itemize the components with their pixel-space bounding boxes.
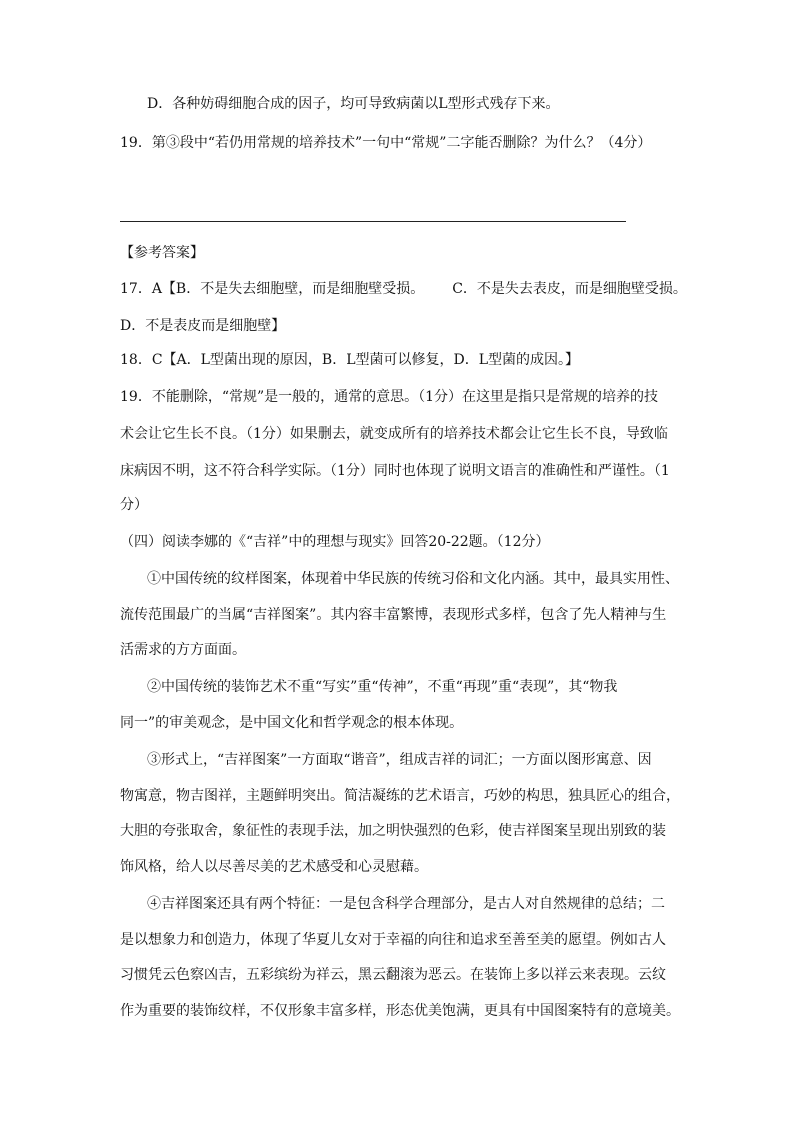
answer-17-line-2: D．不是表皮而是细胞壁】 [120,318,286,334]
answer-17-line-1 [120,279,687,299]
paragraph-4-line-1: ④吉祥图案还具有两个特征：一是包含科学合理部分，是古人对自然规律的总结；二 [147,896,665,912]
answer-19-line-1: 19．不能删除，“常规”是一般的，通常的意思。（1分）在这里是指只是常规的培养的技 [120,389,659,405]
answer-17-part-2: C．不是失去表皮，而是细胞壁受损。 [452,281,687,297]
paragraph-4-line-2: 是以想象力和创造力，体现了华夏儿女对于幸福的向往和追求至善至美的愿望。例如古人 [120,932,666,948]
paragraph-2-line-1: ②中国传统的装饰艺术不重“写实”重“传神”，不重“再现”重“表现”，其“物我 [147,679,618,695]
answer-blank-line [120,221,626,222]
answer-19-line-4: 分） [120,497,148,513]
question-18-option-d: D．各种妨碍细胞合成的因子，均可导致病菌以L型形式残存下来。 [147,96,560,112]
paragraph-2-line-2: 同一”的审美观念，是中国文化和哲学观念的根本体现。 [120,715,464,731]
paragraph-3-line-3: 大胆的夸张取舍，象征性的表现手法，加之明快强烈的色彩，使吉祥图案呈现出别致的装 [120,823,666,839]
answer-19-line-3: 床病因不明，这不符合科学实际。（1分）同时也体现了说明文语言的准确性和严谨性。（1 [120,463,670,479]
paragraph-4-line-3: 习惯凭云色察凶吉，五彩缤纷为祥云，黑云翻滚为恶云。在装饰上多以祥云来表现。云纹 [120,967,666,983]
paragraph-1-line-1: ①中国传统的纹样图案，体现着中华民族的传统习俗和文化内涵。其中，最具实用性、 [147,571,679,587]
question-19: 19．第③段中“若仍用常规的培养技术”一句中“常规”二字能否删除？为什么？（4分） [120,135,652,151]
paragraph-3-line-2: 物寓意，物吉图祥，主题鲜明突出。简洁凝练的艺术语言，巧妙的构思，独具匠心的组合， [120,788,680,804]
answer-17-part-1: 17．A【B．不是失去细胞壁，而是细胞壁受损。 [120,281,425,297]
paragraph-3-line-4: 饰风格，给人以尽善尽美的艺术感受和心灵慰藉。 [120,859,428,875]
paragraph-4-line-4: 作为重要的装饰纹样，不仅形象丰富多样，形态优美饱满，更具有中国图案特有的意境美。 [120,1003,680,1019]
paragraph-1-line-3: 活需求的方方面面。 [120,642,246,658]
reading-section-heading: （四）阅读李娜的《“吉祥”中的理想与现实》回答20-22题。（12分） [120,534,550,550]
answer-heading: 【参考答案】 [120,245,204,261]
paragraph-1-line-2: 流传范围最广的当属“吉祥图案”。其内容丰富繁博，表现形式多样，包含了先人精神与生 [120,607,667,623]
answer-19-line-2: 术会让它生长不良。（1分）如果删去，就变成所有的培养技术都会让它生长不良，导致临 [120,426,668,442]
paragraph-3-line-1: ③形式上，“吉祥图案”一方面取“谐音”，组成吉祥的词汇；一方面以图形寓意、因 [147,752,652,768]
answer-18: 18．C【A．L型菌出现的原因，B．L型菌可以修复，D．L型菌的成因。】 [120,352,580,368]
